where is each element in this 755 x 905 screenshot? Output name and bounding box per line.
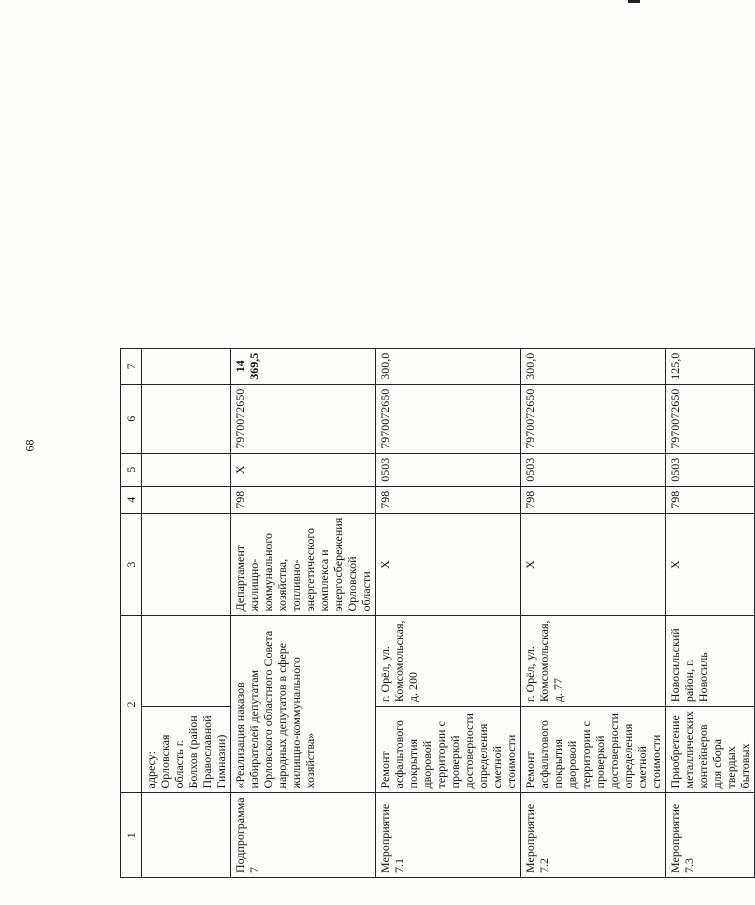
col-header-7: 7 bbox=[121, 348, 142, 384]
row-label: Мероприятие 7.3 bbox=[666, 793, 755, 878]
table-row-measure bbox=[521, 348, 666, 877]
table-row-measure bbox=[666, 348, 755, 877]
amount-cell: 300,0 bbox=[376, 348, 521, 384]
table-row-subprogram bbox=[231, 348, 376, 877]
section-cell: 0503 bbox=[376, 453, 521, 486]
target-code-cell: 7970072650 bbox=[521, 384, 666, 453]
responsible-org: X bbox=[521, 513, 666, 616]
code-cell: 798 bbox=[231, 486, 376, 513]
code-cell: 798 bbox=[666, 486, 755, 513]
amount-cell: 14 369,5 bbox=[231, 348, 376, 384]
section-cell: 0503 bbox=[521, 453, 666, 486]
row-label: Подпрограмма 7 bbox=[231, 793, 376, 878]
target-code-cell: 7970072650 bbox=[376, 384, 521, 453]
cell-empty bbox=[142, 486, 231, 513]
page-number: 68 bbox=[22, 439, 37, 452]
measure-address: Новосильский район, г. Новосиль bbox=[666, 616, 755, 707]
cell-empty bbox=[142, 348, 231, 384]
table-row-measure bbox=[376, 348, 521, 877]
table-row-continued bbox=[142, 348, 231, 877]
row-label: Мероприятие 7.1 bbox=[376, 793, 521, 878]
measure-description: Приобретение металлических контейнеров для сбора твердых бытовых bbox=[666, 707, 755, 793]
col-header-3: 3 bbox=[121, 513, 142, 616]
section-cell: X bbox=[231, 453, 376, 486]
measure-description: Ремонт асфальтового покрытия дворовой территории с проверкой достоверности определения сметной стоимости bbox=[521, 707, 666, 793]
column-number-row bbox=[121, 348, 142, 877]
responsible-org: X bbox=[376, 513, 521, 616]
amount-cell: 125,0 bbox=[666, 348, 755, 384]
row-label: Мероприятие 7.2 bbox=[521, 793, 666, 878]
col-header-2: 2 bbox=[121, 616, 142, 793]
rotated-table-wrapper bbox=[120, 348, 755, 878]
code-cell: 798 bbox=[376, 486, 521, 513]
col-header-1: 1 bbox=[121, 793, 142, 878]
col-header-5: 5 bbox=[121, 453, 142, 486]
responsible-org: Департамент жилищно-коммунального хозяйства, топливно-энергетического комплекса и энергосбережения Орловской области bbox=[231, 513, 376, 616]
measure-address: г. Орёл, ул. Комсомольская, д. 77 bbox=[521, 616, 666, 707]
cell-empty bbox=[142, 453, 231, 486]
section-cell: 0503 bbox=[666, 453, 755, 486]
responsible-org: X bbox=[666, 513, 755, 616]
cell-empty bbox=[142, 616, 231, 707]
measure-address: г. Орёл, ул. Комсомольская, д. 200 bbox=[376, 616, 521, 707]
subprogram-title: «Реализация наказов избирателей депутатам Орловского областного Совета народных депутатов в сфере жилищно-коммунального хозяйства» bbox=[231, 616, 376, 793]
cell-empty bbox=[142, 384, 231, 453]
cell-empty bbox=[142, 513, 231, 616]
scan-mark bbox=[628, 0, 640, 3]
col-header-4: 4 bbox=[121, 486, 142, 513]
target-code-cell: 7970072650 bbox=[666, 384, 755, 453]
budget-table bbox=[120, 348, 755, 878]
col-header-6: 6 bbox=[121, 384, 142, 453]
measure-description: Ремонт асфальтового покрытия дворовой территории с проверкой достоверности определения сметной стоимости bbox=[376, 707, 521, 793]
target-code-cell: 7970072650 bbox=[231, 384, 376, 453]
address-cell: адресу: Орловская область г. Болхов (район Православной Гимназии) bbox=[142, 707, 231, 793]
amount-cell: 300,0 bbox=[521, 348, 666, 384]
code-cell: 798 bbox=[521, 486, 666, 513]
cell-empty bbox=[142, 793, 231, 878]
